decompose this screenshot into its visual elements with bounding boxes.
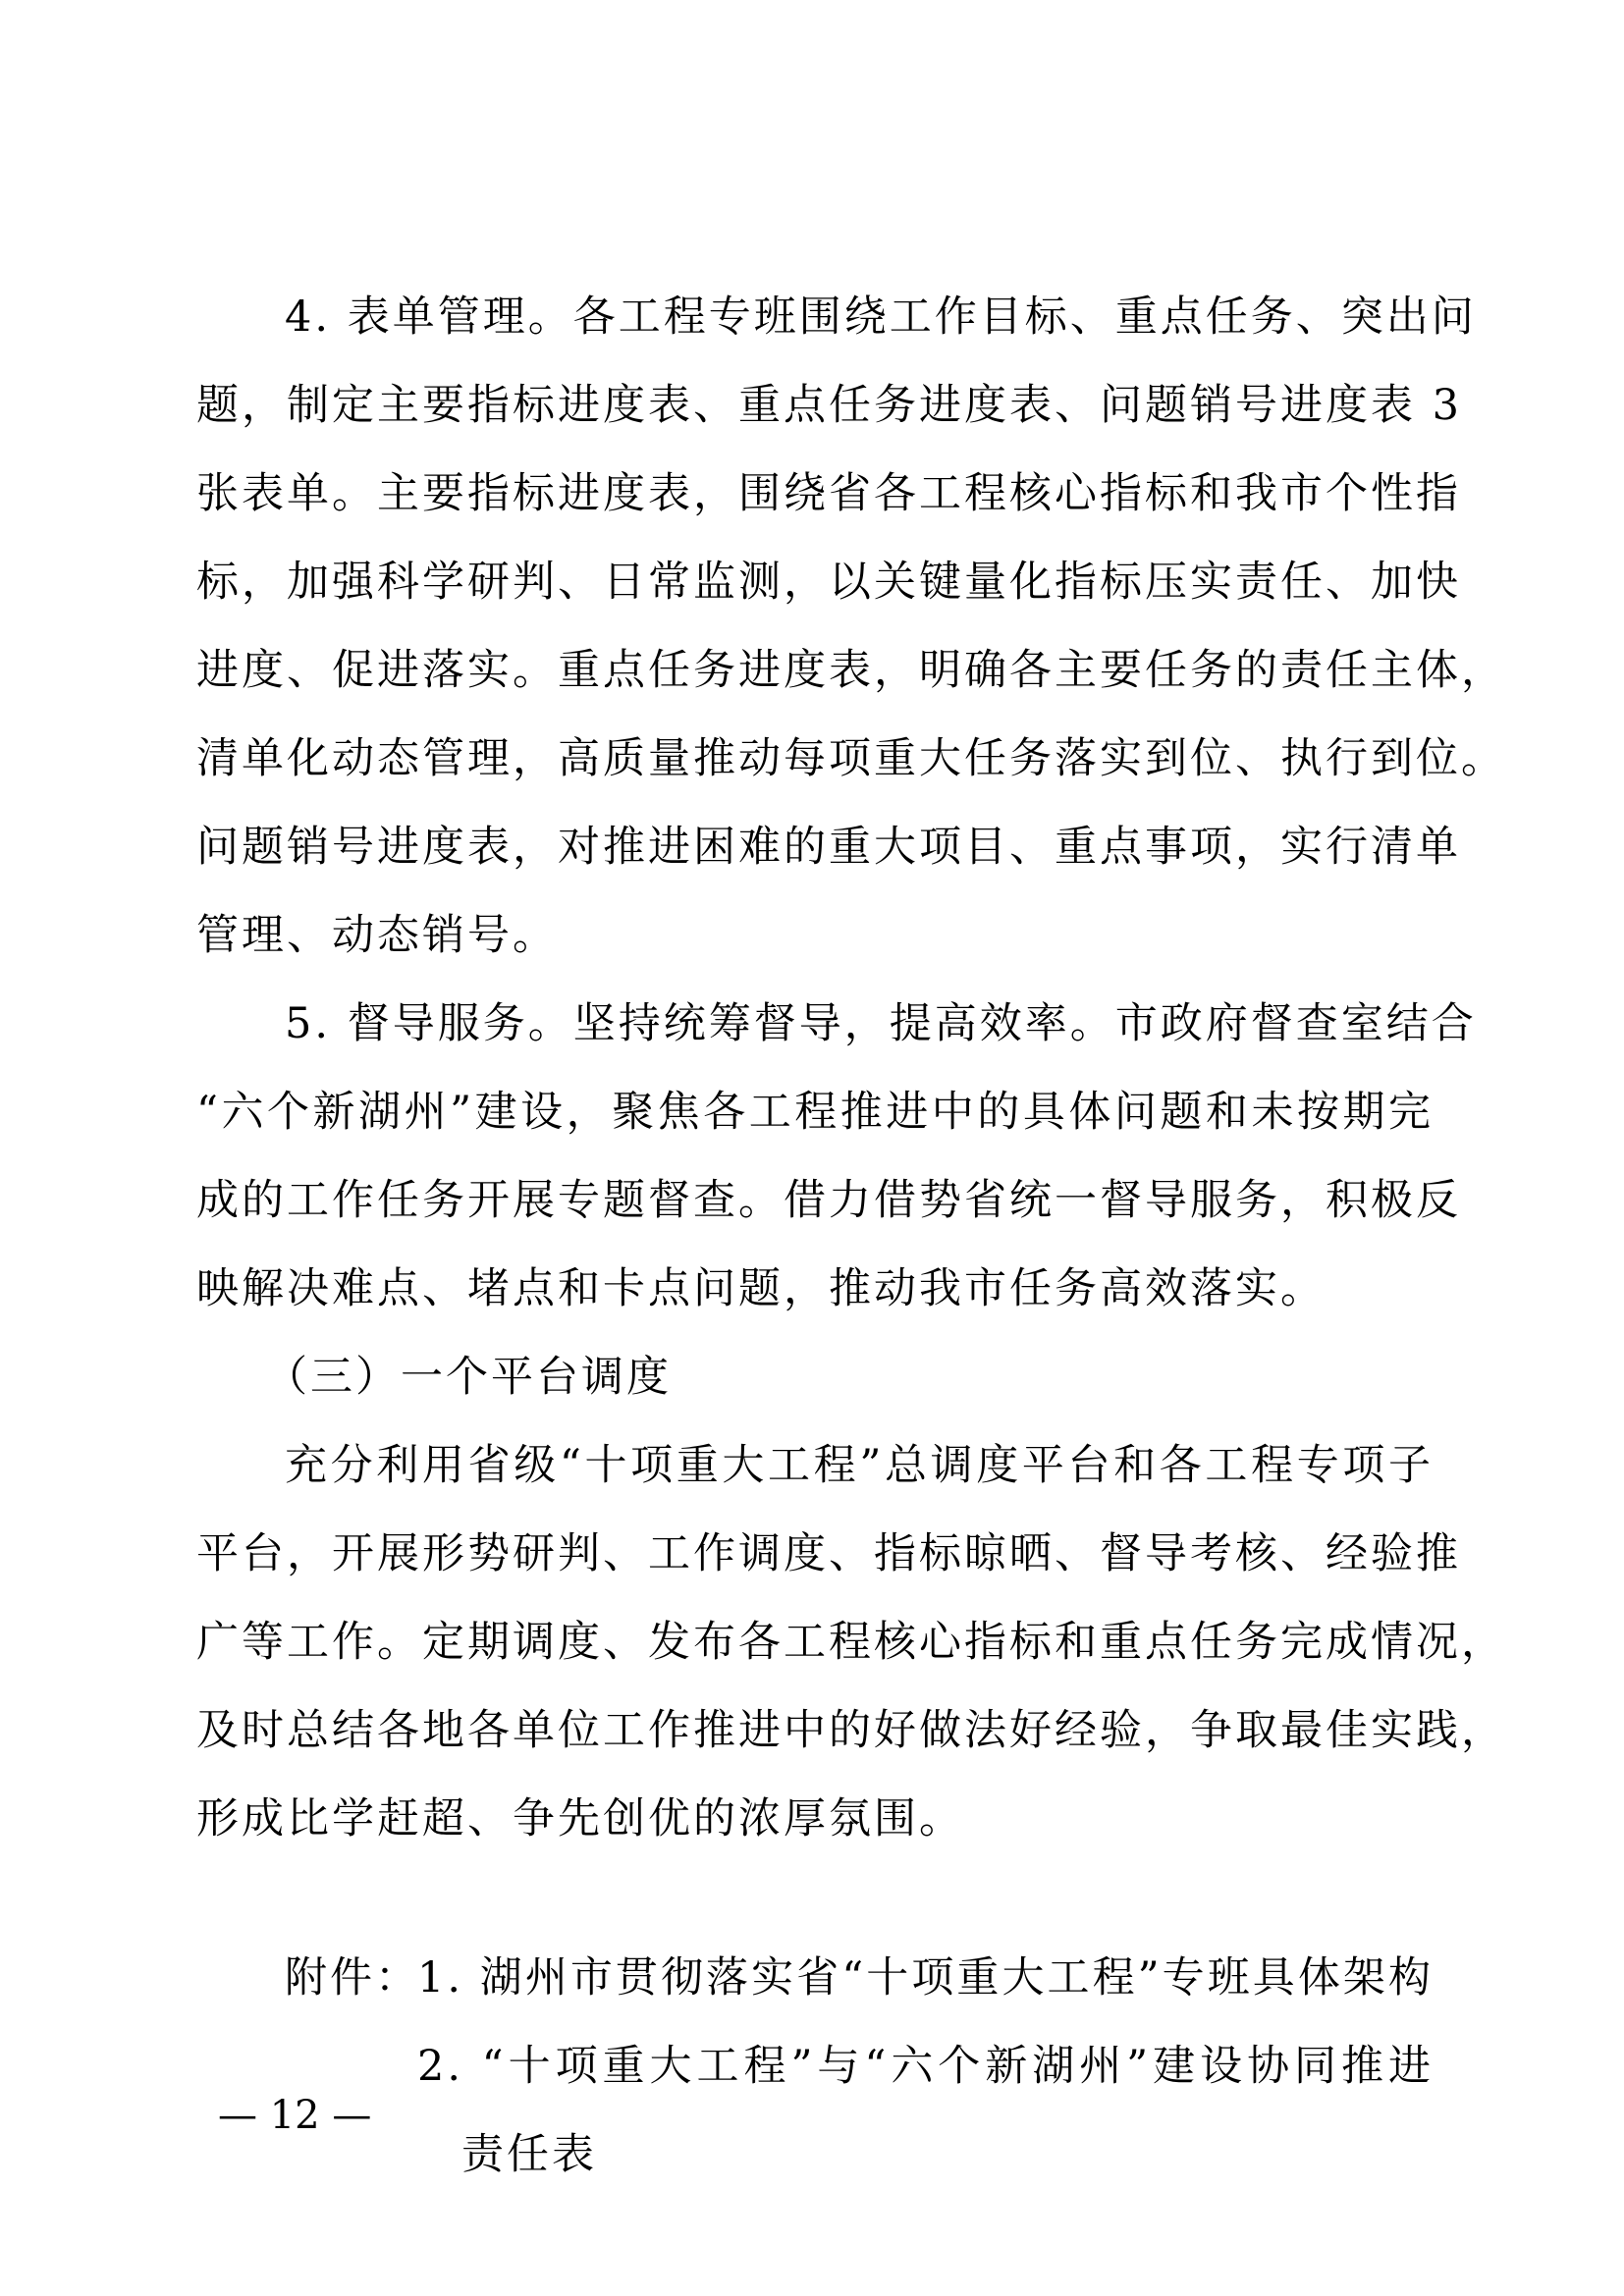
paragraph-6-line-3: 广等工作。定期调度、发布各工程核心指标和重点任务完成情况， bbox=[196, 1618, 1506, 1667]
paragraph-5-line-3: 成的工作任务开展专题督查。借力借势省统一督导服务，积极反 bbox=[196, 1176, 1461, 1225]
paragraph-4-line-5: 进度、促进落实。重点任务进度表，明确各主要任务的责任主体， bbox=[196, 646, 1506, 695]
paragraph-4-line-4: 标，加强科学研判、日常监测，以关键量化指标压实责任、加快 bbox=[196, 558, 1461, 607]
paragraph-4-line-6: 清单化动态管理，高质量推动每项重大任务落实到位、执行到位。 bbox=[196, 734, 1506, 783]
paragraph-4-line-7: 问题销号进度表，对推进困难的重大项目、重点事项，实行清单 bbox=[196, 823, 1461, 872]
paragraph-4-line-2: 题，制定主要指标进度表、重点任务进度表、问题销号进度表 3 bbox=[196, 381, 1463, 430]
attachment-item-1: 1. 湖州市贯彻落实省“十项重大工程”专班具体架构 bbox=[417, 1953, 1434, 2002]
paragraph-6-line-4: 及时总结各地各单位工作推进中的好做法好经验，争取最佳实践， bbox=[196, 1706, 1506, 1755]
paragraph-5-line-1: 5. 督导服务。坚持统筹督导，提高效率。市政府督查室结合 bbox=[285, 999, 1477, 1048]
paragraph-6-line-5: 形成比学赶超、争先创优的浓厚氛围。 bbox=[196, 1794, 964, 1843]
attachment-item-2-line-2: 责任表 bbox=[461, 2130, 597, 2179]
section-heading-3: （三）一个平台调度 bbox=[265, 1353, 672, 1402]
paragraph-5-line-2: “六个新湖州”建设，聚焦各工程推进中的具体问题和未按期完 bbox=[196, 1088, 1434, 1137]
paragraph-6-line-2: 平台，开展形势研判、工作调度、指标晾晒、督导考核、经验推 bbox=[196, 1529, 1461, 1578]
page-number: — 12 — bbox=[218, 2093, 372, 2138]
paragraph-4-line-8: 管理、动态销号。 bbox=[196, 911, 558, 960]
paragraph-5-line-4: 映解决难点、堵点和卡点问题，推动我市任务高效落实。 bbox=[196, 1264, 1326, 1313]
paragraph-6-line-1: 充分利用省级“十项重大工程”总调度平台和各工程专项子 bbox=[285, 1441, 1434, 1490]
attachment-item-2-line-1: 2. “十项重大工程”与“六个新湖州”建设协同推进 bbox=[417, 2042, 1434, 2091]
attachments-label: 附件： bbox=[285, 1953, 420, 2002]
paragraph-4-line-3: 张表单。主要指标进度表，围绕省各工程核心指标和我市个性指 bbox=[196, 469, 1461, 518]
paragraph-4-line-1: 4. 表单管理。各工程专班围绕工作目标、重点任务、突出问 bbox=[285, 293, 1477, 342]
